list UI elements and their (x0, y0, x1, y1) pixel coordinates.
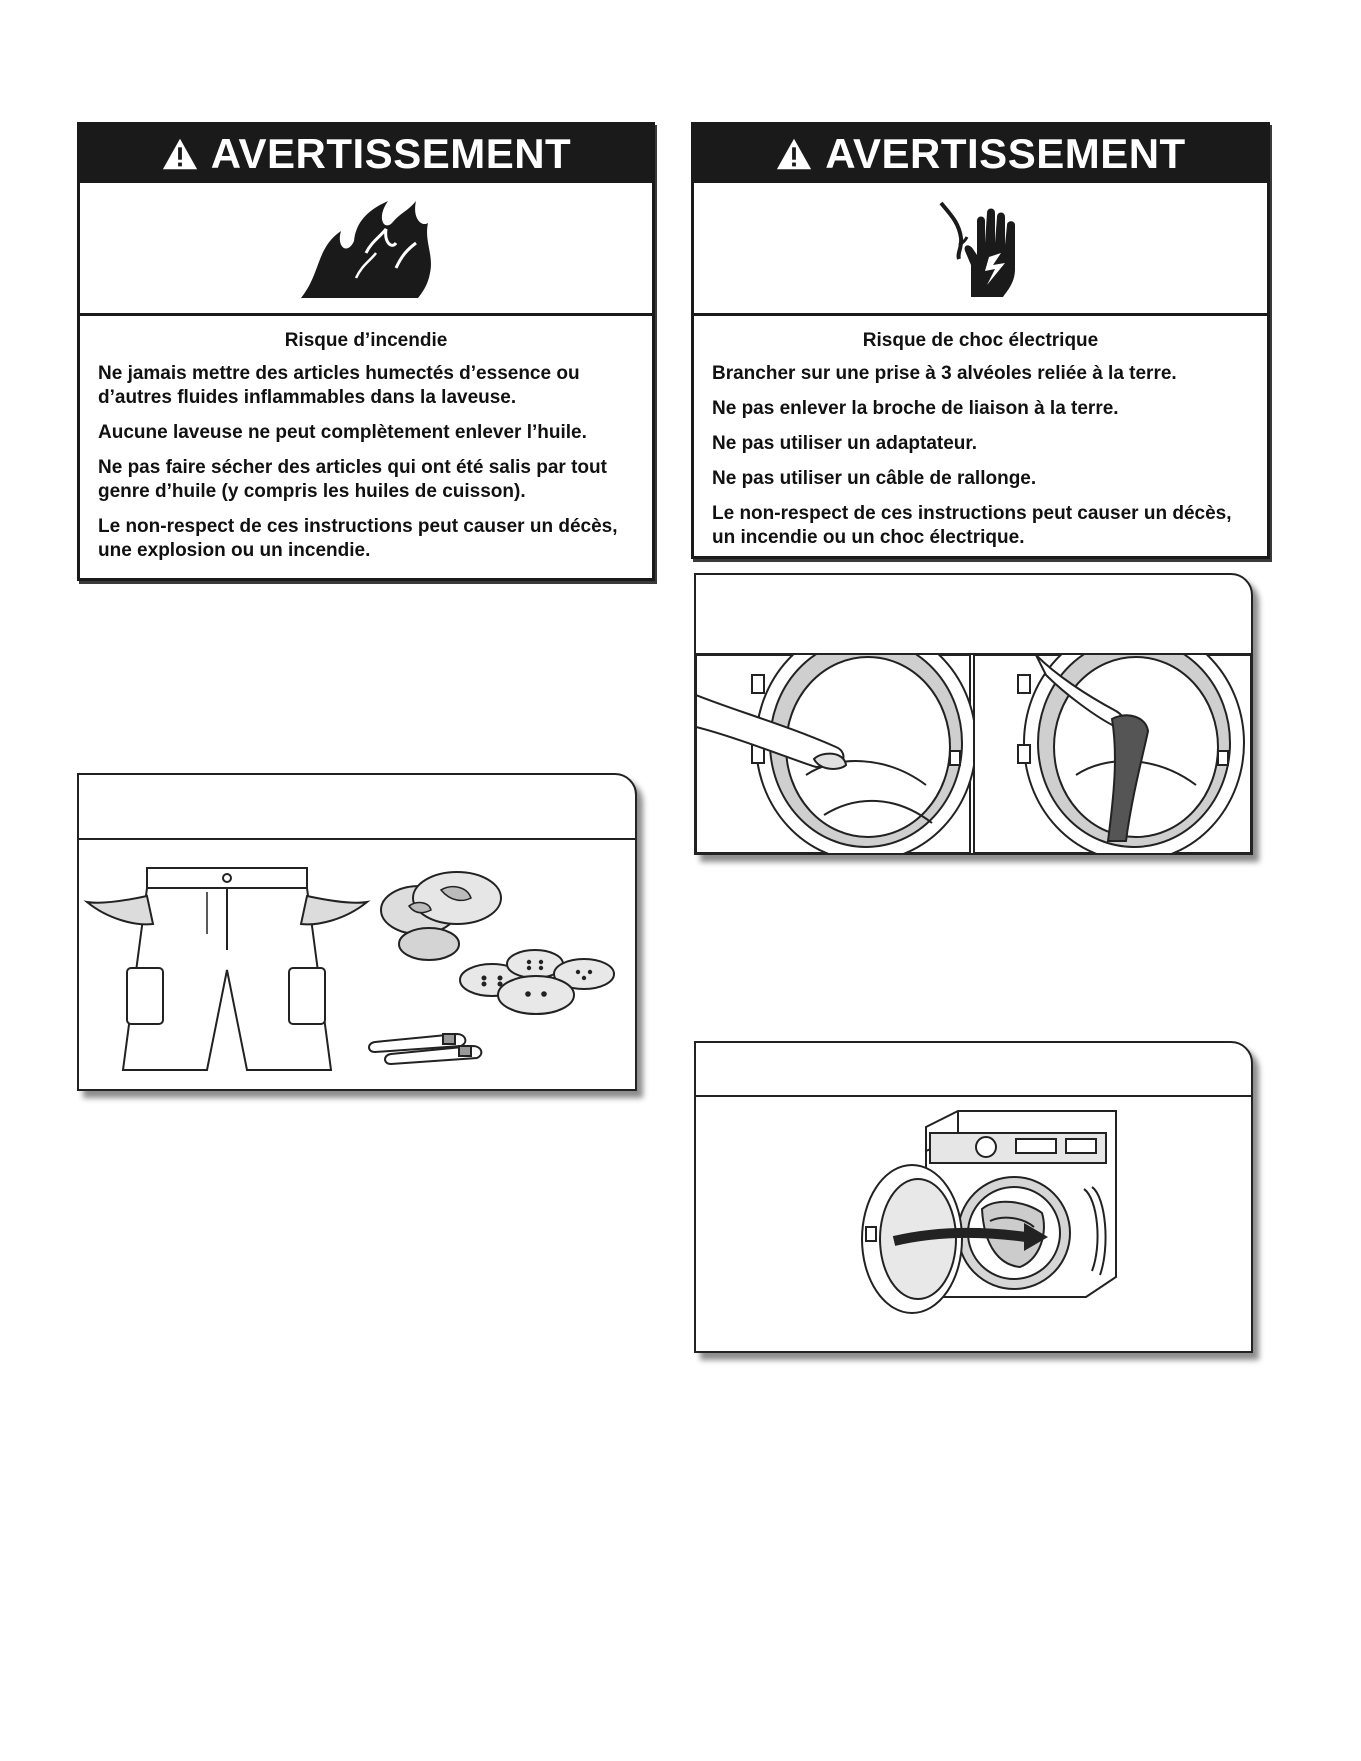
warning-icon-area (694, 183, 1267, 316)
panel-door-seal (694, 573, 1253, 855)
panel-title-bar (696, 575, 1251, 655)
warning-line: Ne jamais mettre des articles humectés d’essence ou d’autres fluides inflammables dans la laveuse. (98, 363, 580, 408)
warning-subtitle: Risque d’incendie (284, 330, 448, 351)
panel-washer-loading (694, 1041, 1253, 1353)
warning-heading: AVERTISSEMENT (210, 130, 572, 177)
warning-icon-area (80, 183, 652, 316)
warning-line: Brancher sur une prise à 3 alvéoles reliée à la terre. (712, 363, 1177, 384)
warning-line: Ne pas faire sécher des articles qui ont été salis par tout genre d’huile (y compris les huiles de cuisson). (98, 457, 607, 502)
pants-coins-buttons-pins-illustration (79, 840, 635, 1089)
fire-icon (296, 193, 436, 303)
door-seal-cleaning-illustration-svg (696, 655, 1251, 853)
panel-title-bar (696, 1043, 1251, 1097)
warning-line: Le non-respect de ces instructions peut causer un décès, un incendie ou un choc électrique. (712, 503, 1232, 548)
warning-subtitle: Risque de choc électrique (862, 330, 1099, 351)
electric-shock-hand-icon (931, 193, 1031, 303)
warning-line: Ne pas utiliser un câble de rallonge. (712, 468, 1037, 489)
warning-header (80, 125, 652, 183)
warning-line: Le non-respect de ces instructions peut causer un décès, une explosion ou un incendie. (98, 516, 618, 561)
warning-triangle-icon (775, 136, 813, 172)
washer-loading-illustration-svg (696, 1097, 1251, 1351)
warning-heading: AVERTISSEMENT (825, 130, 1186, 177)
warning-line: Ne pas utiliser un adaptateur. (712, 433, 978, 454)
panel-title-bar (79, 775, 635, 840)
warning-electric-shock (691, 122, 1270, 559)
warning-header (694, 125, 1267, 183)
warning-fire (77, 122, 655, 581)
warning-triangle-icon (161, 136, 199, 172)
warning-body (694, 316, 1267, 550)
washer-loading-illustration (696, 1097, 1251, 1351)
empty-pockets-illustration (79, 840, 635, 1089)
warning-body (80, 316, 652, 563)
panel-empty-pockets (77, 773, 637, 1091)
warning-line: Aucune laveuse ne peut complètement enlever l’huile. (98, 422, 587, 443)
door-seal-cleaning-illustration (696, 655, 1251, 853)
warning-line: Ne pas enlever la broche de liaison à la terre. (712, 398, 1119, 419)
